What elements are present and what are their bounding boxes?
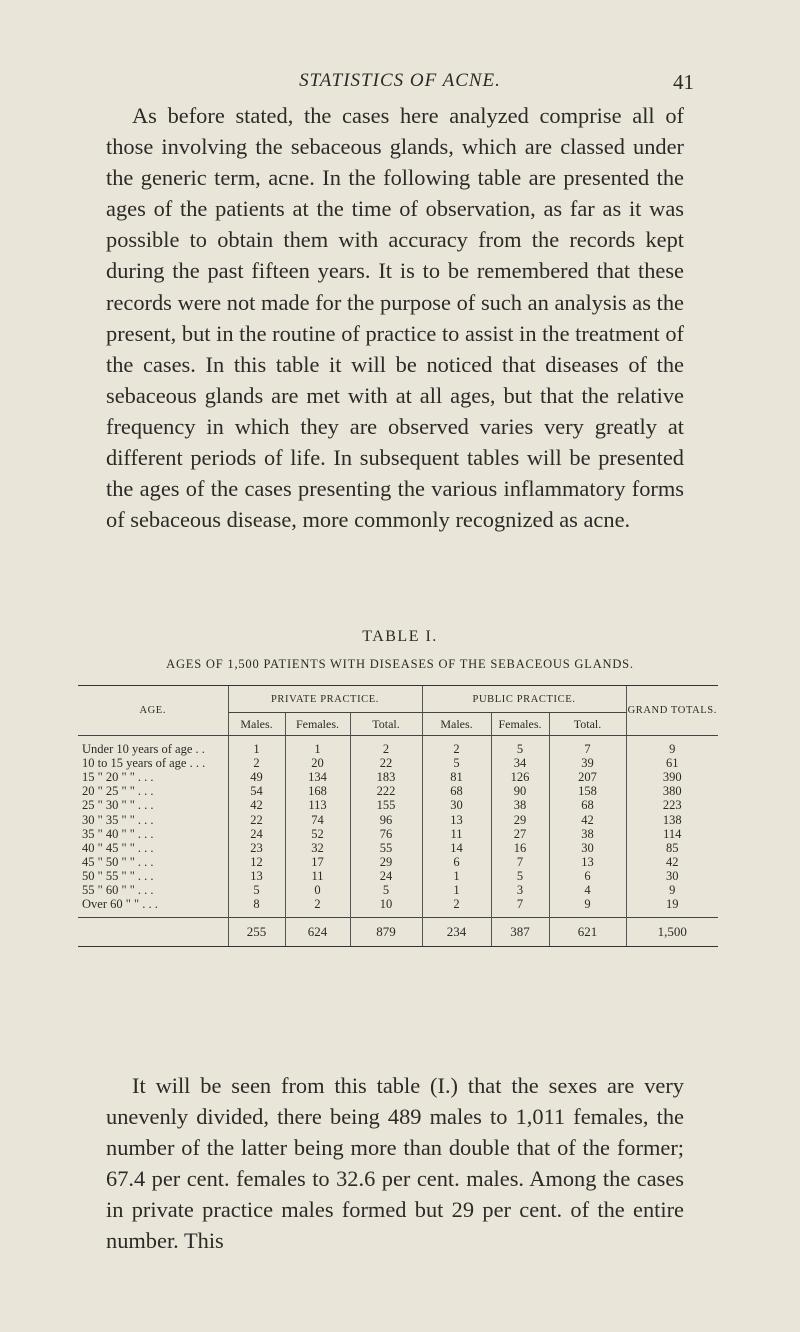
public-males-cell: 68 bbox=[422, 784, 491, 798]
public-total-total: 621 bbox=[549, 918, 626, 947]
age-cell: 10 to 15 years of age . . . bbox=[82, 756, 206, 771]
age-header: AGE. bbox=[78, 686, 228, 736]
age-cell: 40 " 45 " " . . . bbox=[82, 840, 154, 855]
intro-paragraph: As before stated, the cases here analyzed comprise all of those involving the sebaceous glands, which are classed under the generic term, acne. In the following table are presented the ages of the patients at the time of observation, as far as it was possible to obtain them with accuracy from the records kept during the past fifteen years. It is to be remembered that these records were not made for the purpose of such an analysis as the present, but in the routine of practice to assist in the treatment of the cases. In this table it will be noticed that diseases of the sebaceous glands are met with at all ages, but that the relative frequency in which they are observed varies very greatly at different periods of life. In subsequent tables will be presented the ages of the cases presenting the various inflammatory forms of sebaceous disease, more commonly recognized as acne. bbox=[106, 103, 684, 533]
public-males-header: Males. bbox=[422, 713, 491, 736]
page-header bbox=[0, 70, 800, 100]
public-males-cell: 81 bbox=[422, 770, 491, 784]
table-caption: AGES OF 1,500 PATIENTS WITH DISEASES OF THE SEBACEOUS GLANDS. bbox=[166, 657, 634, 671]
public-females-cell: 7 bbox=[491, 855, 549, 869]
public-males-cell: 13 bbox=[422, 812, 491, 826]
private-females-cell: 74 bbox=[285, 812, 350, 826]
age-cell: Under 10 years of age . . bbox=[82, 742, 205, 757]
analysis-paragraph: It will be seen from this table (I.) that the sexes are very unevenly divided, there being 489 males to 1,011 females, the number of the latter being more than double that of the former; 67.4 per cent. females to 32.6 per cent. males. Among the cases in private practice males formed but 29 per cent. of the entire number. This bbox=[106, 1073, 684, 1254]
public-males-cell: 2 bbox=[422, 897, 491, 918]
table-row bbox=[78, 812, 718, 826]
private-males-cell: 54 bbox=[228, 784, 285, 798]
public-total-cell: 38 bbox=[549, 827, 626, 841]
public-males-cell: 1 bbox=[422, 883, 491, 897]
public-males-cell: 11 bbox=[422, 827, 491, 841]
grand-total-cell: 30 bbox=[626, 869, 718, 883]
private-total-total: 879 bbox=[350, 918, 422, 947]
public-total-cell: 42 bbox=[549, 812, 626, 826]
public-total-cell: 4 bbox=[549, 883, 626, 897]
public-total-cell: 39 bbox=[549, 756, 626, 770]
public-males-cell: 2 bbox=[422, 736, 491, 757]
age-cell: Over 60 " " . . . bbox=[82, 897, 158, 912]
private-practice-header: PRIVATE PRACTICE. bbox=[228, 686, 422, 713]
private-females-cell: 2 bbox=[285, 897, 350, 918]
public-total-cell: 207 bbox=[549, 770, 626, 784]
page-number: 41 bbox=[673, 70, 694, 94]
private-males-cell: 13 bbox=[228, 869, 285, 883]
age-cell: 20 " 25 " " . . . bbox=[82, 784, 154, 799]
private-females-cell: 32 bbox=[285, 841, 350, 855]
private-total-cell: 55 bbox=[350, 841, 422, 855]
private-total-cell: 5 bbox=[350, 883, 422, 897]
grand-total-cell: 19 bbox=[626, 897, 718, 918]
age-cell: 45 " 50 " " . . . bbox=[82, 854, 154, 869]
age-cell: 15 " 20 " " . . . bbox=[82, 770, 154, 785]
private-females-cell: 20 bbox=[285, 756, 350, 770]
grand-total-cell: 138 bbox=[626, 812, 718, 826]
table-row bbox=[78, 883, 718, 897]
public-females-cell: 34 bbox=[491, 756, 549, 770]
age-cell: 50 " 55 " " . . . bbox=[82, 868, 154, 883]
grand-total-cell: 114 bbox=[626, 827, 718, 841]
table-row bbox=[78, 897, 718, 918]
public-females-cell: 29 bbox=[491, 812, 549, 826]
grand-total-total: 1,500 bbox=[626, 918, 718, 947]
private-males-cell: 24 bbox=[228, 827, 285, 841]
public-females-cell: 90 bbox=[491, 784, 549, 798]
public-total-cell: 9 bbox=[549, 897, 626, 918]
private-females-cell: 113 bbox=[285, 798, 350, 812]
public-males-cell: 6 bbox=[422, 855, 491, 869]
private-males-cell: 1 bbox=[228, 736, 285, 757]
public-females-cell: 16 bbox=[491, 841, 549, 855]
private-males-total: 255 bbox=[228, 918, 285, 947]
public-males-total: 234 bbox=[422, 918, 491, 947]
public-females-cell: 5 bbox=[491, 736, 549, 757]
table-row bbox=[78, 756, 718, 770]
private-total-cell: 29 bbox=[350, 855, 422, 869]
age-cell: 55 " 60 " " . . . bbox=[82, 882, 154, 897]
private-total-header: Total. bbox=[350, 713, 422, 736]
private-total-cell: 2 bbox=[350, 736, 422, 757]
public-males-cell: 5 bbox=[422, 756, 491, 770]
private-males-cell: 8 bbox=[228, 897, 285, 918]
public-females-total: 387 bbox=[491, 918, 549, 947]
private-males-cell: 42 bbox=[228, 798, 285, 812]
age-cell: 30 " 35 " " . . . bbox=[82, 812, 154, 827]
table-row bbox=[78, 841, 718, 855]
private-total-cell: 76 bbox=[350, 827, 422, 841]
table-row bbox=[78, 736, 718, 757]
private-females-cell: 17 bbox=[285, 855, 350, 869]
table-row bbox=[78, 798, 718, 812]
public-total-cell: 158 bbox=[549, 784, 626, 798]
private-males-cell: 22 bbox=[228, 812, 285, 826]
public-females-cell: 38 bbox=[491, 798, 549, 812]
private-total-cell: 24 bbox=[350, 869, 422, 883]
totals-row bbox=[78, 918, 718, 947]
private-females-cell: 0 bbox=[285, 883, 350, 897]
age-table bbox=[78, 685, 718, 947]
grand-total-cell: 85 bbox=[626, 841, 718, 855]
public-males-cell: 1 bbox=[422, 869, 491, 883]
public-practice-header: PUBLIC PRACTICE. bbox=[422, 686, 626, 713]
running-title: STATISTICS OF ACNE. bbox=[299, 70, 501, 91]
public-females-cell: 7 bbox=[491, 897, 549, 918]
private-total-cell: 183 bbox=[350, 770, 422, 784]
public-females-cell: 126 bbox=[491, 770, 549, 784]
public-females-header: Females. bbox=[491, 713, 549, 736]
grand-total-cell: 9 bbox=[626, 736, 718, 757]
grand-total-cell: 380 bbox=[626, 784, 718, 798]
table-row bbox=[78, 827, 718, 841]
age-cell: 25 " 30 " " . . . bbox=[82, 798, 154, 813]
public-females-cell: 5 bbox=[491, 869, 549, 883]
private-males-cell: 2 bbox=[228, 756, 285, 770]
grand-totals-header: GRAND TOTALS. bbox=[626, 686, 718, 736]
table-row bbox=[78, 869, 718, 883]
private-females-cell: 11 bbox=[285, 869, 350, 883]
public-total-cell: 6 bbox=[549, 869, 626, 883]
private-males-cell: 49 bbox=[228, 770, 285, 784]
public-total-cell: 68 bbox=[549, 798, 626, 812]
public-females-cell: 3 bbox=[491, 883, 549, 897]
public-males-cell: 14 bbox=[422, 841, 491, 855]
private-females-cell: 1 bbox=[285, 736, 350, 757]
grand-total-cell: 223 bbox=[626, 798, 718, 812]
private-total-cell: 222 bbox=[350, 784, 422, 798]
public-total-cell: 13 bbox=[549, 855, 626, 869]
private-males-cell: 23 bbox=[228, 841, 285, 855]
private-females-header: Females. bbox=[285, 713, 350, 736]
private-females-cell: 52 bbox=[285, 827, 350, 841]
private-total-cell: 155 bbox=[350, 798, 422, 812]
table-label: TABLE I. bbox=[362, 628, 438, 645]
public-total-header: Total. bbox=[549, 713, 626, 736]
public-total-cell: 30 bbox=[549, 841, 626, 855]
table-row bbox=[78, 855, 718, 869]
private-males-cell: 5 bbox=[228, 883, 285, 897]
public-males-cell: 30 bbox=[422, 798, 491, 812]
private-males-cell: 12 bbox=[228, 855, 285, 869]
table-row bbox=[78, 770, 718, 784]
grand-total-cell: 42 bbox=[626, 855, 718, 869]
private-total-cell: 96 bbox=[350, 812, 422, 826]
grand-total-cell: 61 bbox=[626, 756, 718, 770]
private-total-cell: 22 bbox=[350, 756, 422, 770]
private-total-cell: 10 bbox=[350, 897, 422, 918]
totals-label-cell bbox=[78, 918, 228, 947]
public-total-cell: 7 bbox=[549, 736, 626, 757]
private-males-header: Males. bbox=[228, 713, 285, 736]
age-cell: 35 " 40 " " . . . bbox=[82, 826, 154, 841]
private-females-cell: 134 bbox=[285, 770, 350, 784]
grand-total-cell: 390 bbox=[626, 770, 718, 784]
private-females-total: 624 bbox=[285, 918, 350, 947]
private-females-cell: 168 bbox=[285, 784, 350, 798]
grand-total-cell: 9 bbox=[626, 883, 718, 897]
table-row bbox=[78, 784, 718, 798]
public-females-cell: 27 bbox=[491, 827, 549, 841]
